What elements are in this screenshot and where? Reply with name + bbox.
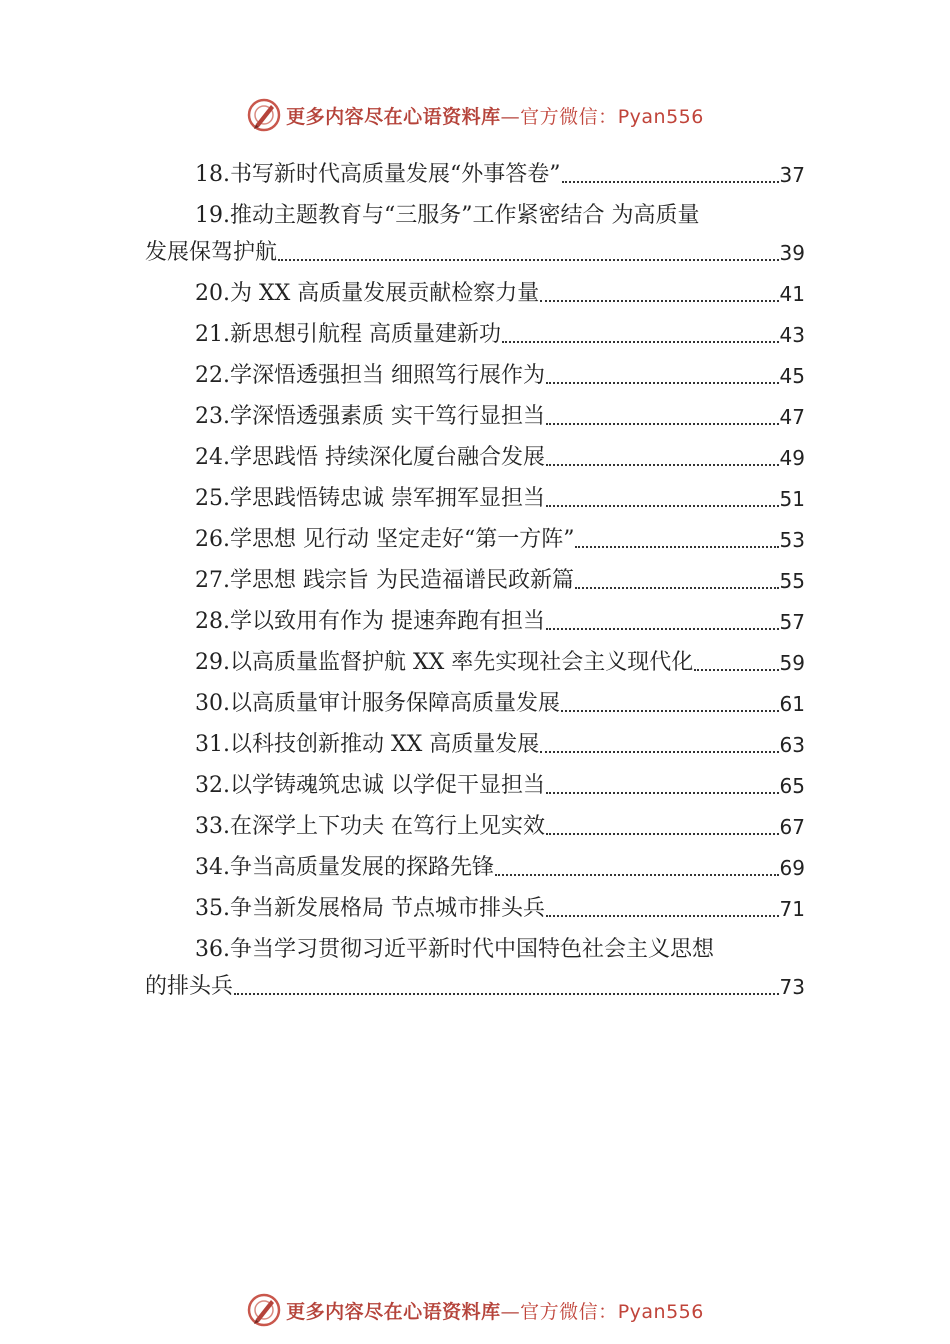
toc-entry-text: 学思践悟 持续深化厦台融合发展 <box>230 445 545 470</box>
toc-entry-number: 27. <box>195 568 230 593</box>
toc-entry-title <box>195 320 501 350</box>
toc-page-number: 41 <box>779 282 805 306</box>
toc-entry-text: 争当学习贯彻习近平新时代中国特色社会主义思想 <box>230 937 715 962</box>
toc-entry <box>145 149 805 190</box>
toc-page-number: 45 <box>779 364 805 388</box>
toc-entry-text: 学思践悟铸忠诚 崇军拥军显担当 <box>230 486 545 511</box>
toc-entry-text: 在深学上下功夫 在笃行上见实效 <box>230 814 545 839</box>
toc-entry-number: 23. <box>195 404 230 429</box>
toc-page-number: 47 <box>779 405 805 429</box>
toc-entry <box>145 268 805 309</box>
toc-page-number: 69 <box>779 856 805 880</box>
toc-entry-number: 36. <box>195 937 230 962</box>
toc-entry <box>145 924 805 965</box>
toc-entry-title <box>195 894 545 924</box>
toc-page-number: 71 <box>779 897 805 921</box>
toc-page-number: 53 <box>779 528 805 552</box>
toc-entry-text: 以高质量监督护航 XX 率先实现社会主义现代化 <box>230 650 694 675</box>
toc-page-number: 65 <box>779 774 805 798</box>
toc-page-number: 51 <box>779 487 805 511</box>
toc-entry <box>145 883 805 924</box>
toc-page-number: 43 <box>779 323 805 347</box>
toc-entry-number: 18. <box>195 162 230 187</box>
toc-entry-title <box>195 771 545 801</box>
dot-leader <box>546 628 779 630</box>
toc-entry-number: 20. <box>195 281 230 306</box>
toc-entry-text: 学深悟透强素质 实干笃行显担当 <box>230 404 545 429</box>
banner-separator: — <box>500 1300 521 1323</box>
dot-leader <box>546 833 779 835</box>
toc-entry-text: 为 XX 高质量发展贡献检察力量 <box>230 281 540 306</box>
banner-brand: 更多内容尽在心语资料库 <box>286 1300 501 1323</box>
toc-entry-text-cont: 发展保驾护航 <box>145 240 278 265</box>
toc-entry-text: 以学铸魂筑忠诚 以学促干显担当 <box>230 773 545 798</box>
toc-entry-number: 31. <box>195 732 230 757</box>
dot-leader <box>546 792 779 794</box>
dot-leader <box>575 546 778 548</box>
dot-leader <box>495 874 779 876</box>
toc-entry-title <box>195 566 574 596</box>
toc-entry <box>145 309 805 350</box>
dot-leader <box>562 181 779 183</box>
toc-entry-text: 争当新发展格局 节点城市排头兵 <box>230 896 545 921</box>
dot-leader <box>575 587 779 589</box>
toc-entry-title <box>195 935 714 965</box>
toc-entry <box>145 596 805 637</box>
toc-entry-number: 24. <box>195 445 230 470</box>
toc-page-number: 39 <box>779 241 805 265</box>
toc-entry-title <box>195 525 574 555</box>
toc-entry-number: 33. <box>195 814 230 839</box>
toc-entry <box>145 391 805 432</box>
toc-entry-title <box>195 443 545 473</box>
toc-entry-continuation <box>145 227 805 268</box>
toc-entry-number: 26. <box>195 527 230 552</box>
dot-leader <box>540 300 778 302</box>
toc-entry <box>145 432 805 473</box>
banner-wechat-label: 官方微信： <box>520 1300 618 1323</box>
toc-entry <box>145 678 805 719</box>
toc-entry-text: 推动主题教育与“三服务”工作紧密结合 为高质量 <box>230 203 700 228</box>
toc-page-number: 73 <box>779 975 805 999</box>
toc-entry <box>145 514 805 555</box>
toc-entry-number: 28. <box>195 609 230 634</box>
dot-leader <box>546 915 779 917</box>
toc-entry <box>145 842 805 883</box>
toc-entry-number: 32. <box>195 773 230 798</box>
toc-entry-text: 学思想 见行动 坚定走好“第一方阵” <box>230 527 575 552</box>
toc-page-number: 55 <box>779 569 805 593</box>
banner-wechat-id: Pyan556 <box>617 105 704 128</box>
toc-entry <box>145 637 805 678</box>
toc-entry-number: 34. <box>195 855 230 880</box>
toc-entry-title <box>195 484 545 514</box>
pen-circle-icon <box>246 1292 282 1328</box>
toc-entry-title <box>195 279 539 309</box>
toc-entry-text: 学深悟透强担当 细照笃行展作为 <box>230 363 545 388</box>
dot-leader <box>234 993 779 995</box>
toc-entry-title <box>195 402 545 432</box>
toc-entry-text: 学以致用有作为 提速奔跑有担当 <box>230 609 545 634</box>
table-of-contents <box>145 149 805 1002</box>
toc-entry-text: 以科技创新推动 XX 高质量发展 <box>230 732 540 757</box>
toc-entry-continuation <box>145 961 805 1002</box>
toc-entry <box>145 555 805 596</box>
toc-entry <box>145 760 805 801</box>
toc-entry-text: 以高质量审计服务保障高质量发展 <box>230 691 561 716</box>
dot-leader <box>540 751 778 753</box>
dot-leader <box>278 259 779 261</box>
toc-entry-title <box>195 730 539 760</box>
toc-entry-number: 25. <box>195 486 230 511</box>
toc-entry-number: 19. <box>195 203 230 228</box>
toc-entry-number: 22. <box>195 363 230 388</box>
banner-brand: 更多内容尽在心语资料库 <box>286 105 501 128</box>
dot-leader <box>694 669 778 671</box>
toc-entry <box>145 190 805 231</box>
banner-wechat-id: Pyan556 <box>617 1300 704 1323</box>
banner-text <box>286 102 704 129</box>
toc-entry-title <box>195 607 545 637</box>
toc-page-number: 61 <box>779 692 805 716</box>
toc-entry-title <box>195 201 700 231</box>
pen-circle-icon <box>246 97 282 133</box>
toc-entry <box>145 719 805 760</box>
dot-leader <box>546 505 779 507</box>
toc-entry <box>145 801 805 842</box>
toc-entry-text: 新思想引航程 高质量建新功 <box>230 322 501 347</box>
toc-entry-title <box>195 853 494 883</box>
toc-entry-number: 21. <box>195 322 230 347</box>
toc-entry-number: 35. <box>195 896 230 921</box>
toc-entry-title <box>195 361 545 391</box>
banner-wechat-label: 官方微信： <box>520 105 618 128</box>
footer-banner <box>0 1290 950 1330</box>
dot-leader <box>546 382 779 384</box>
dot-leader <box>546 423 779 425</box>
toc-page-number: 37 <box>779 163 805 187</box>
toc-entry-title <box>195 160 561 190</box>
toc-entry-title <box>195 812 545 842</box>
toc-page-number: 59 <box>779 651 805 675</box>
header-banner <box>0 95 950 135</box>
toc-entry <box>145 350 805 391</box>
banner-separator: — <box>500 105 521 128</box>
toc-page-number: 67 <box>779 815 805 839</box>
dot-leader <box>546 464 779 466</box>
dot-leader <box>561 710 779 712</box>
toc-page-number: 49 <box>779 446 805 470</box>
toc-entry-title <box>195 648 693 678</box>
toc-entry <box>145 473 805 514</box>
toc-entry-text: 争当高质量发展的探路先锋 <box>230 855 495 880</box>
banner-text <box>286 1297 704 1324</box>
toc-entry-text-cont: 的排头兵 <box>145 974 234 999</box>
toc-entry-number: 29. <box>195 650 230 675</box>
toc-entry-title <box>195 689 560 719</box>
toc-entry-text: 学思想 践宗旨 为民造福谱民政新篇 <box>230 568 574 593</box>
toc-page-number: 63 <box>779 733 805 757</box>
dot-leader <box>502 341 779 343</box>
toc-entry-number: 30. <box>195 691 230 716</box>
toc-page-number: 57 <box>779 610 805 634</box>
toc-entry-text: 书写新时代高质量发展“外事答卷” <box>230 162 561 187</box>
